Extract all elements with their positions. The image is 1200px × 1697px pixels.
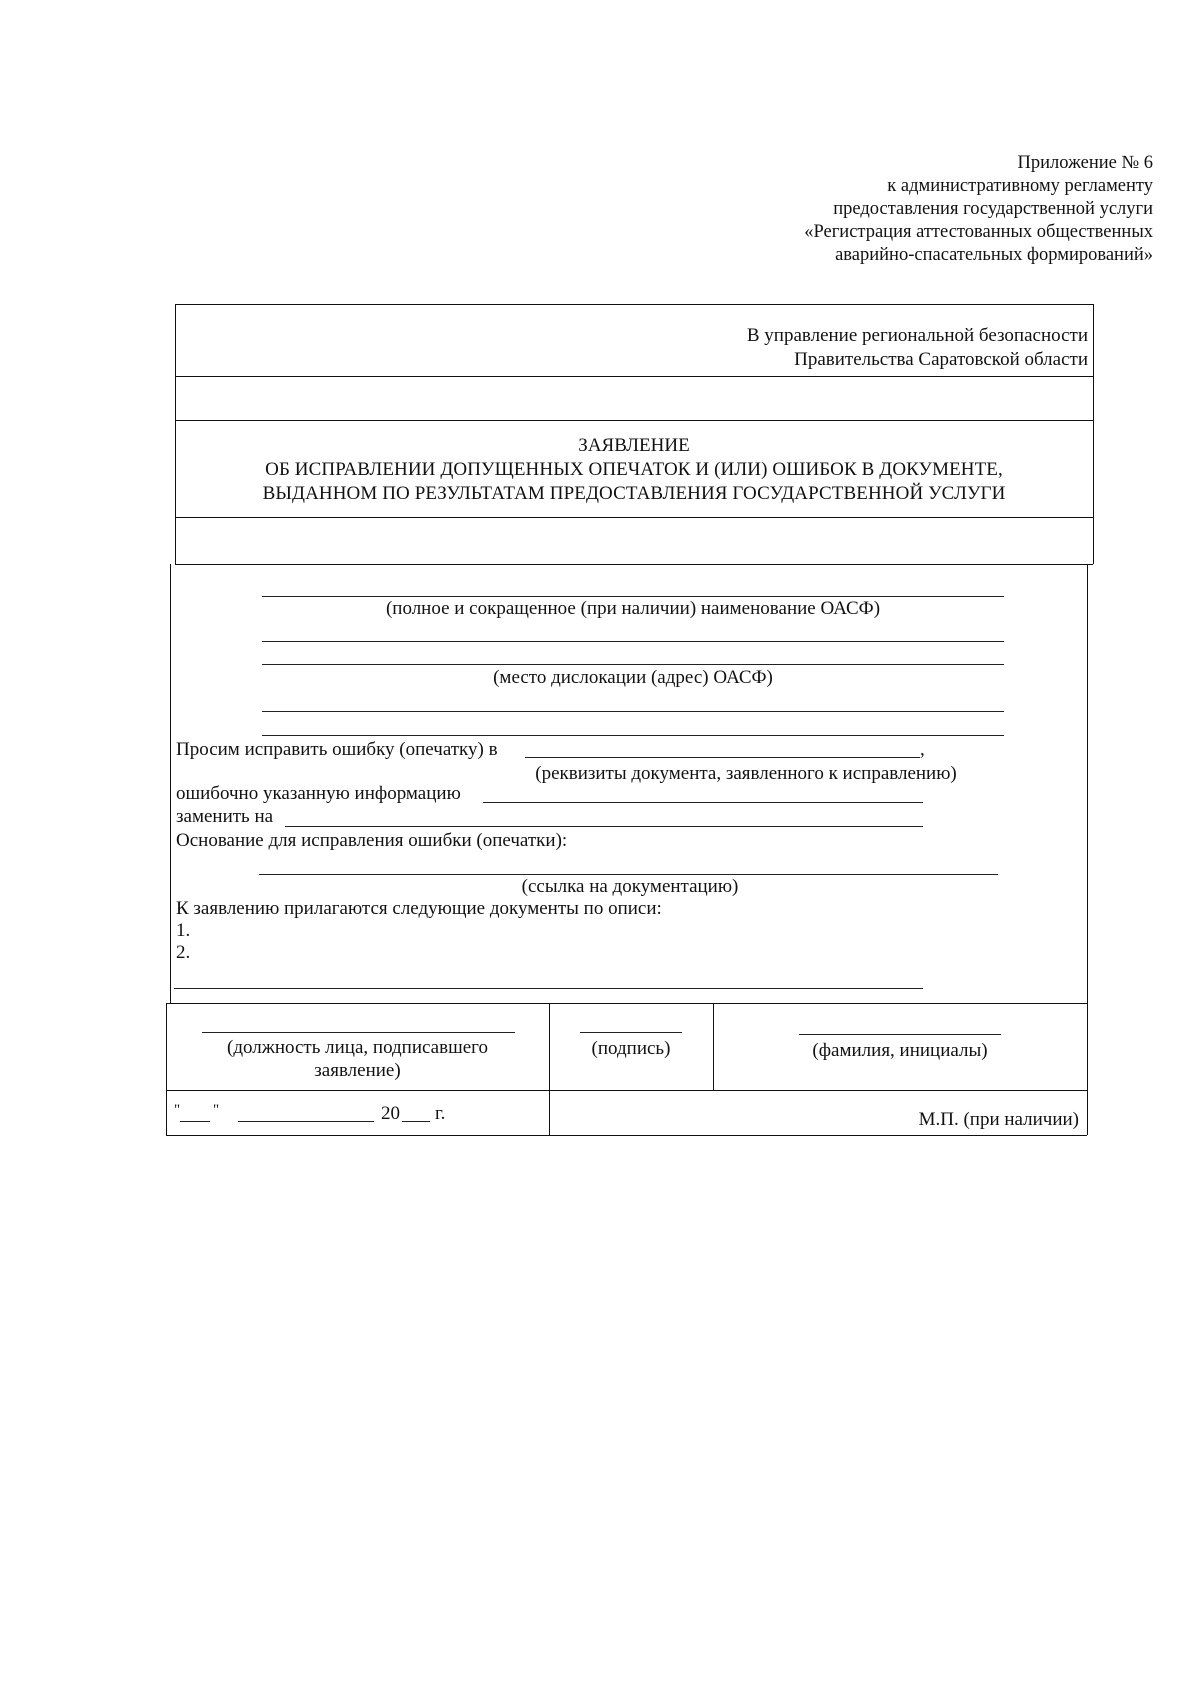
org-address-field[interactable] — [262, 664, 1004, 665]
document-details-caption: (реквизиты документа, заявленного к исправлению) — [535, 763, 957, 784]
date-day-field[interactable] — [180, 1121, 210, 1122]
replace-label: заменить на — [176, 806, 274, 827]
table-row-divider — [175, 420, 1093, 421]
replace-field[interactable] — [285, 826, 923, 827]
basis-label: Основание для исправления ошибки (опечатки): — [176, 830, 568, 851]
table-row-divider — [175, 517, 1093, 518]
attachments-field[interactable] — [174, 988, 923, 989]
attachment-item-number: 2. — [176, 942, 191, 963]
position-caption-line: (должность лица, подписавшего — [227, 1037, 488, 1058]
form-title: ЗАЯВЛЕНИЕ — [578, 435, 690, 456]
name-caption: (фамилия, инициалы) — [812, 1040, 988, 1061]
org-name-field-continued[interactable] — [262, 641, 1004, 642]
signature-field[interactable] — [580, 1032, 682, 1033]
date-quote-close: " — [213, 1102, 220, 1118]
table-border-left-upper — [175, 304, 176, 564]
date-year-prefix: 20 — [381, 1103, 400, 1124]
org-address-caption: (место дислокации (адрес) ОАСФ) — [493, 667, 773, 688]
basis-field[interactable] — [259, 874, 998, 875]
addressee-line-1: В управление региональной безопасности — [746, 325, 1088, 346]
org-name-caption: (полное и сокращенное (при наличии) наименование ОАСФ) — [385, 598, 881, 619]
date-month-field[interactable] — [238, 1121, 374, 1122]
table-border-right-upper — [1093, 304, 1094, 564]
table-row-divider — [175, 376, 1093, 377]
wrong-info-field[interactable] — [483, 802, 923, 803]
attachment-item-number: 1. — [176, 920, 191, 941]
signature-caption: (подпись) — [591, 1038, 671, 1059]
appendix-line: к административному регламенту — [887, 176, 1153, 196]
form-title-line: ОБ ИСПРАВЛЕНИИ ДОПУЩЕННЫХ ОПЕЧАТОК И (ИЛИ) ОШИБОК В ДОКУМЕНТЕ, — [265, 459, 1003, 480]
org-address-field-continued[interactable] — [262, 735, 1004, 736]
table-border-right-body — [1087, 564, 1088, 1004]
appendix-line: Приложение № 6 — [1017, 153, 1153, 173]
document-details-field[interactable] — [525, 757, 920, 758]
request-comma: , — [920, 739, 925, 760]
wrong-info-label: ошибочно указанную информацию — [176, 783, 461, 804]
appendix-line: аварийно-спасательных формирований» — [835, 245, 1153, 265]
request-label: Просим исправить ошибку (опечатку) в — [176, 739, 498, 760]
table-border-bottom — [166, 1135, 1087, 1136]
table-row-divider — [166, 1090, 1087, 1091]
table-row-divider — [166, 1003, 1087, 1004]
appendix-line: предоставления государственной услуги — [833, 199, 1153, 219]
table-border-left-body — [170, 564, 171, 1004]
date-year-suffix: г. — [435, 1103, 446, 1124]
org-name-field[interactable] — [262, 596, 1004, 597]
name-field[interactable] — [799, 1034, 1001, 1035]
table-border-left-sig — [166, 1003, 167, 1135]
position-caption — [170, 1036, 545, 1082]
position-caption-line: заявление) — [314, 1060, 401, 1081]
table-border-top — [175, 304, 1093, 305]
table-border-right-sig — [1087, 1003, 1088, 1135]
appendix-line: «Регистрация аттестованных общественных — [804, 222, 1153, 242]
position-field[interactable] — [202, 1032, 515, 1033]
table-row-divider — [175, 564, 1093, 565]
reference-caption: (ссылка на документацию) — [521, 876, 739, 897]
form-title-line: ВЫДАННОМ ПО РЕЗУЛЬТАТАМ ПРЕДОСТАВЛЕНИЯ ГОСУДАРСТВЕННОЙ УСЛУГИ — [262, 483, 1006, 504]
appendix-header — [804, 152, 1153, 267]
date-year-field[interactable] — [402, 1121, 430, 1122]
table-cell-divider — [549, 1003, 550, 1135]
table-cell-divider — [713, 1003, 714, 1090]
date-quote-open: " — [174, 1102, 181, 1118]
attachments-label: К заявлению прилагаются следующие документы по описи: — [176, 898, 662, 919]
org-address-field-continued[interactable] — [262, 711, 1004, 712]
addressee-line-2: Правительства Саратовской области — [794, 349, 1088, 370]
stamp-label: М.П. (при наличии) — [918, 1109, 1079, 1130]
